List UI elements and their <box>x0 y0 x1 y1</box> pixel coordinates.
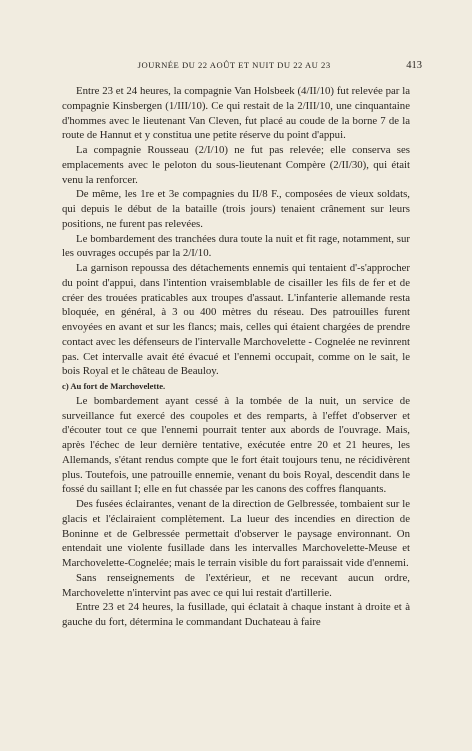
paragraph: La garnison repoussa des détachements ennemis qui tentaient d'-s'approcher du point d'appui, dans l'intention vraisemblable de cisailler les fils de fer et de créer des trouées praticables aux troupes d'assaut. L'infanterie allemande resta bloquée, en général, à 3 ou 400 mètres du réseau. Des patrouilles furent envoyées en avant et sur les flancs; mais, celles qui étaient chargées de prendre contact avec les défenseurs de l'intervalle Marchovelette - Cognelée ne revinrent pas. Cet intervalle avait été évacué et l'ennemi occupait, comme on le sait, le bois Royal et le château de Beauloy. <box>62 262 410 378</box>
paragraph: Le bombardement des tranchées dura toute la nuit et fit rage, notamment, sur les ouvrages occupés par la 2/I/10. <box>62 232 410 260</box>
paragraph: De même, les 1re et 3e compagnies du II/8 F., composées de vieux soldats, qui depuis le début de la bataille (trois jours) tenaient crânement sur leurs positions, ne furent pas relevées. <box>62 188 410 230</box>
section-heading: c) Au fort de Marchovelette. <box>62 381 166 391</box>
paragraph: Entre 23 et 24 heures, la compagnie Van Holsbeek (4/II/10) fut relevée par la compagnie Kinsbergen (1/III/10). Ce qui restait de la 2/III/10, une cinquantaine d'hommes avec le lieutenant Van Cleven, fut placé au coude de la borne 7 de la route de Hannut et y constitua une petite réserve du point d'appui. <box>62 85 410 142</box>
page-header <box>62 60 422 71</box>
paragraph: Le bombardement ayant cessé à la tombée de la nuit, un service de surveillance fut exercé des coupoles et des remparts, à l'effet d'observer et d'écouter tout ce que l'ennemi pourrait tenter aux abords de l'ouvrage. Mais, après l'échec de leur dernière tentative, exécutée entre 20 et 21 heures, les Allemands, s'étant rendus compte que le fort était toujours tenu, ne récidivèrent plus. Toutefois, une patrouille ennemie, venant du bois Royal, descendit dans le fossé du saillant I; elle en fut chassée par les canons des coffres flanquants. <box>62 394 410 496</box>
paragraph: Sans renseignements de l'extérieur, et ne recevant aucun ordre, Marchovelette n'intervint pas avec ce qui lui restait d'artillerie. <box>62 571 410 599</box>
page-number: 413 <box>406 60 422 71</box>
paragraph: Des fusées éclairantes, venant de la direction de Gelbressée, tombaient sur le glacis et l'éclairaient complètement. La lueur des incendies en direction de Boninne et de Gelbressée permettait d'observer le paysage environnant. On entendait une violente fusillade dans les intervalles Marchovelette-Meuse et Marchovelette-Cognelée; mais le terrain visible du fort paraissait vide d'ennemi. <box>62 498 410 569</box>
paragraph: Entre 23 et 24 heures, la fusillade, qui éclatait à chaque instant à droite et à gauche du fort, détermina le commandant Duchateau à faire <box>62 601 410 628</box>
paragraph: La compagnie Rousseau (2/I/10) ne fut pas relevée; elle conserva ses emplacements avec le peloton du sous-lieutenant Compère (2/II/30), qui était venu la renforcer. <box>62 144 410 186</box>
body-text <box>62 84 410 630</box>
running-head: JOURNÉE DU 22 AOÛT ET NUIT DU 22 AU 23 <box>137 60 331 70</box>
